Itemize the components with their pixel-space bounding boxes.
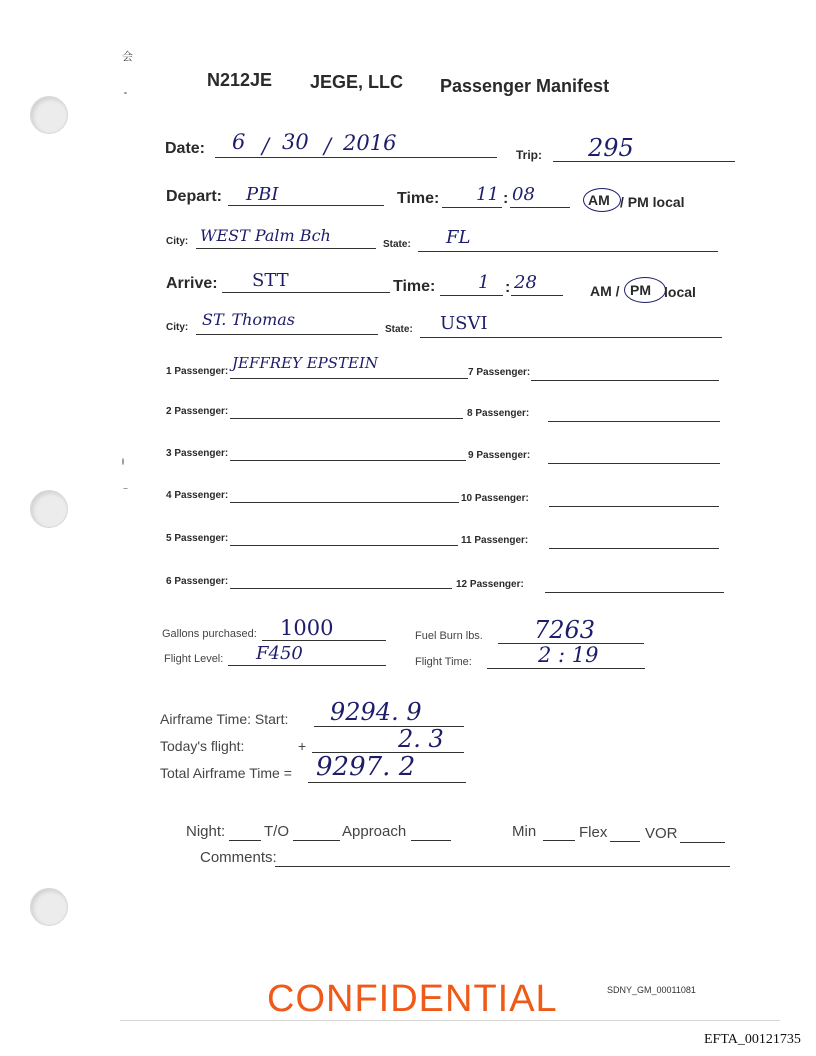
date-label: Date: [165,140,206,157]
passenger-label-9: 9 Passenger: [468,450,531,461]
total-airframe-label: Total Airframe Time = [160,765,292,781]
passenger-line-7 [531,380,719,381]
comments-label: Comments: [200,849,277,866]
arrive-minute-line [511,295,563,296]
passenger-line-11 [549,548,719,549]
date-line [215,157,497,158]
depart-state: FL [446,227,471,248]
flight-time-label: Flight Time: [415,656,472,668]
page-bottom-edge [120,1020,780,1021]
passenger-label-12: 12 Passenger: [456,579,524,590]
fuel-burn-value: 7263 [534,616,596,644]
arrive-state: USVI [440,313,488,334]
passenger-line-8 [548,421,720,422]
trip-number: 295 [588,134,634,162]
depart-city-label: City: [166,236,189,247]
trip-line [553,161,735,162]
date-sep-1: / [262,134,270,158]
approach-label: Approach [342,823,407,840]
arrive-time-label: Time: [393,278,436,295]
depart-time-label: Time: [397,190,440,207]
vor-label: VOR [645,825,678,842]
passenger-label-6: 6 Passenger: [166,576,229,587]
passenger-label-2: 2 Passenger: [166,406,229,417]
bates-stamp: SDNY_GM_00011081 [607,985,696,995]
passenger-line-6 [230,588,452,589]
passenger-line-3 [230,460,466,461]
flight-level-value: F450 [256,643,303,664]
arrive-city-label: City: [166,322,189,333]
todays-flight-value: 2. 3 [398,725,444,753]
depart-line [228,205,384,206]
arrive-local: local [664,284,696,300]
tail-number: N212JE [207,70,273,90]
arrive-city-line [196,334,378,335]
margin-speck [122,458,124,465]
flex-label: Flex [579,824,608,841]
takeoff-line [293,840,340,841]
binder-hole-middle [30,490,68,528]
depart-city-line [196,248,376,249]
arrive-colon: : [505,279,511,296]
depart-state-line [418,251,718,252]
date-year: 2016 [343,131,397,155]
date-month: 6 [232,130,246,154]
arrive-city: ST. Thomas [202,310,295,329]
passenger-1-name: JEFFREY EPSTEIN [232,354,379,372]
comments-line [275,866,730,867]
passenger-line-4 [230,502,459,503]
depart-minute: 08 [512,184,535,205]
binder-hole-bottom [30,888,68,926]
passenger-line-9 [548,463,720,464]
passenger-line-5 [230,545,458,546]
page-title: Passenger Manifest [440,76,610,96]
confidential-watermark: CONFIDENTIAL [267,978,558,1020]
night-label: Night: [186,823,226,840]
todays-flight-label: Today's flight: [160,738,245,754]
depart-colon: : [503,190,509,207]
depart-airport: PBI [246,184,279,205]
flight-time-line [487,668,645,669]
flight-time-value: 2 : 19 [538,643,599,667]
min-label: Min [512,823,537,840]
date-day: 30 [282,130,309,154]
airframe-start-label: Airframe Time: Start: [160,711,289,727]
passenger-line-10 [549,506,719,507]
night-line [229,840,261,841]
passenger-label-8: 8 Passenger: [467,408,530,419]
passenger-label-1: 1 Passenger: [166,366,229,377]
todays-flight-plus: + [298,738,307,754]
arrive-pm: PM [630,282,651,298]
gallons-line [262,640,386,641]
passenger-label-11: 11 Passenger: [461,535,529,546]
margin-speck [123,488,128,489]
passenger-label-7: 7 Passenger: [468,367,531,378]
passenger-label-10: 10 Passenger: [461,493,529,504]
depart-city: WEST Palm Bch [200,226,331,245]
depart-state-label: State: [383,239,411,250]
gallons-value: 1000 [280,616,334,640]
passenger-line-1 [230,378,468,379]
vor-line [680,842,725,843]
airframe-start-value: 9294. 9 [330,698,422,726]
arrive-minute: 28 [514,272,537,293]
depart-pm-local: / PM local [620,194,685,210]
total-airframe-line [308,782,466,783]
depart-minute-line [510,207,570,208]
flight-level-line [228,665,386,666]
date-sep-2: / [324,134,332,158]
arrive-label: Arrive: [166,275,218,292]
margin-speck [124,92,127,94]
min-line [543,840,575,841]
passenger-label-3: 3 Passenger: [166,448,229,459]
arrive-state-label: State: [385,324,413,335]
flex-line [610,841,640,842]
takeoff-label: T/O [264,823,289,840]
company-name: JEGE, LLC [310,72,404,92]
passenger-line-2 [230,418,463,419]
approach-line [411,840,451,841]
arrive-airport: STT [252,270,289,291]
depart-hour-line [442,207,502,208]
binder-hole-top [30,96,68,134]
depart-am: AM [588,192,610,208]
arrive-line [222,292,390,293]
arrive-hour: 1 [478,272,490,293]
arrive-am-slash: AM / [590,283,620,299]
depart-hour: 11 [476,184,499,205]
document-id: EFTA_00121735 [704,1032,801,1047]
passenger-line-12 [545,592,724,593]
arrive-hour-line [440,295,503,296]
total-airframe-value: 9297. 2 [316,752,416,782]
margin-mark: 会 [122,51,133,63]
gallons-label: Gallons purchased: [162,628,257,640]
arrive-state-line [420,337,722,338]
trip-label: Trip: [516,148,542,162]
fuel-burn-label: Fuel Burn lbs. [415,630,483,642]
passenger-label-5: 5 Passenger: [166,533,229,544]
passenger-label-4: 4 Passenger: [166,490,229,501]
depart-label: Depart: [166,188,223,205]
flight-level-label: Flight Level: [164,653,224,665]
